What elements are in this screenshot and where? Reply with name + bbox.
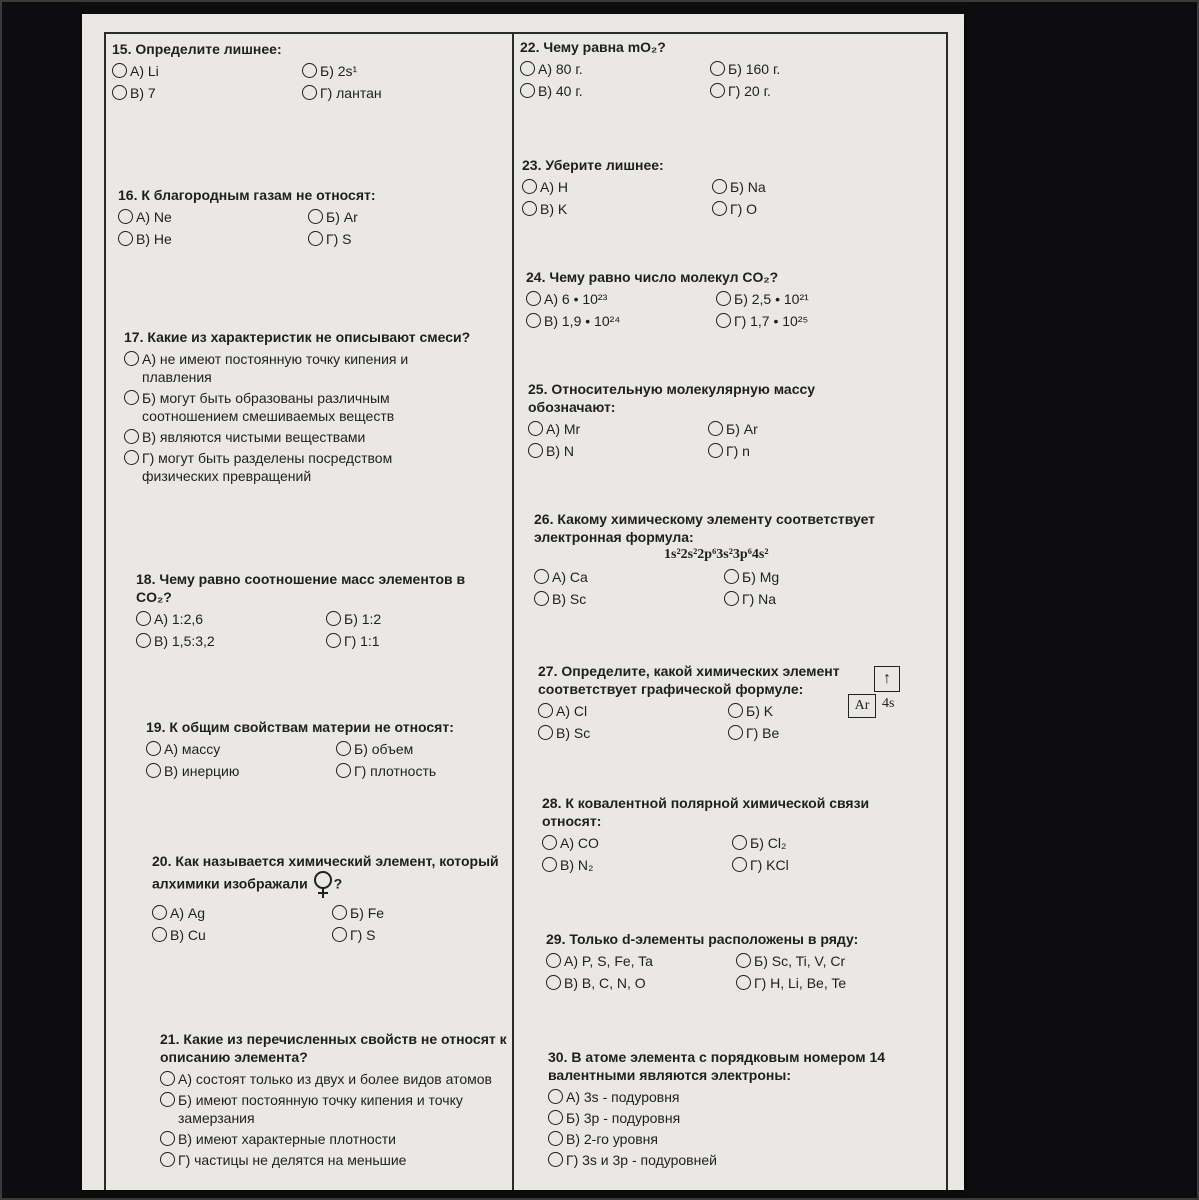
- question-26: [534, 510, 914, 608]
- option-v[interactable]: [538, 724, 728, 742]
- option-label: А) не имеют постоянную точку кипения и плавления: [142, 351, 409, 385]
- test-sheet: [82, 14, 964, 1190]
- option-label: Б) 160 г.: [728, 61, 781, 77]
- radio-circle[interactable]: [124, 429, 139, 444]
- question-number: 15.: [112, 41, 132, 57]
- option-label: А) Ag: [170, 905, 206, 921]
- option-v[interactable]: [136, 632, 326, 650]
- radio-circle[interactable]: [534, 591, 549, 606]
- option-a[interactable]: [526, 290, 716, 308]
- question-number: 26.: [534, 511, 554, 527]
- question-number: 19.: [146, 719, 166, 735]
- orbital-label: 4s: [882, 696, 895, 711]
- radio-circle[interactable]: [712, 201, 727, 216]
- radio-circle[interactable]: [124, 390, 139, 405]
- option-g[interactable]: [160, 1151, 516, 1169]
- radio-circle[interactable]: [332, 905, 347, 920]
- option-label: Г) S: [326, 231, 352, 247]
- option-g[interactable]: [548, 1151, 938, 1169]
- option-v[interactable]: [124, 428, 464, 446]
- option-label: А) состоят только из двух и более видов атомов: [178, 1071, 492, 1087]
- option-label: В) 2-го уровня: [566, 1131, 658, 1147]
- option-label: Г) могут быть разделены посредством физических превращений: [142, 450, 393, 484]
- option-b[interactable]: [710, 60, 890, 78]
- question-number: 21.: [160, 1031, 180, 1047]
- option-label: Г) KCl: [750, 857, 789, 873]
- question-text: Относительную молекулярную массу обозначают:: [528, 381, 816, 415]
- radio-circle[interactable]: [534, 569, 549, 584]
- question-text: В атоме элемента с порядковым номером 14 валентными являются электроны:: [548, 1049, 886, 1083]
- option-label: В) инерцию: [164, 763, 240, 779]
- question-19: [146, 718, 496, 780]
- option-b[interactable]: [548, 1109, 938, 1127]
- option-g[interactable]: [336, 762, 516, 780]
- option-label: В) Sc: [552, 591, 587, 607]
- option-label: Г) 20 г.: [728, 83, 771, 99]
- option-label: В) 1,5:3,2: [154, 633, 215, 649]
- option-label: А) массу: [164, 741, 221, 757]
- option-b[interactable]: [326, 610, 506, 628]
- radio-circle[interactable]: [538, 703, 553, 718]
- radio-circle[interactable]: [546, 953, 561, 968]
- option-label: Б) Mg: [742, 569, 780, 585]
- radio-circle[interactable]: [522, 201, 537, 216]
- venus-symbol-icon: [312, 870, 334, 900]
- question-text: Только d-элементы расположены в ряду:: [569, 931, 859, 947]
- option-label: В) He: [136, 231, 172, 247]
- option-label: Г) 3s и 3p - подуровней: [566, 1152, 717, 1168]
- option-v[interactable]: [118, 230, 308, 248]
- option-label: Б) Ar: [326, 209, 358, 225]
- radio-circle[interactable]: [332, 927, 347, 942]
- option-a[interactable]: [160, 1070, 516, 1088]
- electron-formula: 1s²2s²2p⁶3s²3p⁶4s²: [664, 547, 769, 562]
- radio-circle[interactable]: [124, 351, 139, 366]
- option-label: В) N₂: [560, 857, 594, 873]
- radio-circle[interactable]: [548, 1131, 563, 1146]
- question-number: 20.: [152, 853, 172, 869]
- radio-circle[interactable]: [538, 725, 553, 740]
- option-g[interactable]: [724, 590, 904, 608]
- question-29: [546, 930, 936, 992]
- option-label: А) CO: [560, 835, 599, 851]
- orbital-box: [874, 666, 900, 692]
- option-label: В) Sc: [556, 725, 591, 741]
- option-b[interactable]: [732, 834, 912, 852]
- question-17: [124, 328, 514, 485]
- option-a[interactable]: [520, 60, 710, 78]
- radio-circle[interactable]: [326, 611, 341, 626]
- option-label: Б) Na: [730, 179, 766, 195]
- option-v[interactable]: [548, 1130, 938, 1148]
- option-g[interactable]: [708, 442, 848, 460]
- option-g[interactable]: [732, 856, 912, 874]
- radio-circle[interactable]: [146, 763, 161, 778]
- question-number: 22.: [520, 39, 540, 55]
- radio-circle[interactable]: [302, 63, 317, 78]
- option-label: Б) имеют постоянную точку кипения и точку замерзания: [178, 1092, 463, 1126]
- radio-circle[interactable]: [728, 725, 743, 740]
- question-27: [538, 662, 850, 742]
- option-g[interactable]: [710, 82, 890, 100]
- option-b[interactable]: [308, 208, 488, 226]
- option-b[interactable]: [336, 740, 516, 758]
- option-g[interactable]: [124, 449, 464, 485]
- option-a[interactable]: [546, 952, 736, 970]
- option-label: А) Ne: [136, 209, 172, 225]
- question-24: [526, 268, 926, 330]
- option-label: А) 6 • 10²³: [544, 291, 608, 307]
- radio-circle[interactable]: [160, 1092, 175, 1107]
- radio-circle[interactable]: [736, 975, 751, 990]
- question-15: [112, 40, 502, 102]
- option-label: Г) плотность: [354, 763, 437, 779]
- option-label: А) Li: [130, 63, 159, 79]
- radio-circle[interactable]: [152, 905, 167, 920]
- radio-circle[interactable]: [118, 209, 133, 224]
- question-text: Чему равна mO₂?: [543, 39, 666, 55]
- option-label: Г) 1,7 • 10²⁵: [734, 313, 809, 329]
- question-text: Какому химическому элементу соответствует электронная формула:: [534, 511, 876, 545]
- option-b[interactable]: [708, 420, 848, 438]
- option-g[interactable]: [332, 926, 512, 944]
- option-v[interactable]: [546, 974, 736, 992]
- question-text: Уберите лишнее:: [545, 157, 664, 173]
- option-label: В) имеют характерные плотности: [178, 1131, 396, 1147]
- radio-circle[interactable]: [136, 633, 151, 648]
- radio-circle[interactable]: [526, 313, 541, 328]
- option-a[interactable]: [522, 178, 712, 196]
- radio-circle[interactable]: [302, 85, 317, 100]
- question-number: 30.: [548, 1049, 568, 1065]
- option-label: Б) могут быть образованы различным соотношением смешиваемых веществ: [142, 390, 395, 424]
- radio-circle[interactable]: [546, 975, 561, 990]
- option-label: Г) S: [350, 927, 376, 943]
- option-b[interactable]: [302, 62, 482, 80]
- option-label: Б) Sc, Ti, V, Cr: [754, 953, 846, 969]
- option-label: В) Cu: [170, 927, 206, 943]
- question-30: [548, 1048, 938, 1169]
- radio-circle[interactable]: [336, 741, 351, 756]
- radio-circle[interactable]: [160, 1152, 175, 1167]
- question-25: [528, 380, 848, 460]
- question-number: 29.: [546, 931, 566, 947]
- option-v[interactable]: [146, 762, 336, 780]
- question-text: Определите лишнее:: [135, 41, 282, 57]
- question-16: [118, 186, 498, 248]
- radio-circle[interactable]: [710, 83, 725, 98]
- radio-circle[interactable]: [732, 857, 747, 872]
- radio-circle[interactable]: [520, 61, 535, 76]
- option-v[interactable]: [112, 84, 302, 102]
- option-label: Г) лантан: [320, 85, 382, 101]
- option-a[interactable]: [534, 568, 724, 586]
- option-label: А) 1:2,6: [154, 611, 204, 627]
- option-label: Г) частицы не делятся на меньшие: [178, 1152, 407, 1168]
- option-g[interactable]: [712, 200, 892, 218]
- option-label: Г) O: [730, 201, 758, 217]
- option-label: Б) Ar: [726, 421, 758, 437]
- option-a[interactable]: [112, 62, 302, 80]
- option-g[interactable]: [736, 974, 916, 992]
- option-label: А) H: [540, 179, 568, 195]
- option-label: Б) 2,5 • 10²¹: [734, 291, 809, 307]
- option-a[interactable]: [528, 420, 708, 438]
- question-text: Как называется химический элемент, который алхимики изображали: [152, 853, 499, 892]
- question-text: К ковалентной полярной химической связи относят:: [542, 795, 870, 829]
- option-b[interactable]: [716, 290, 896, 308]
- question-text: Определите, какой химических элемент соответствует графической формуле:: [538, 663, 840, 697]
- up-arrow-icon: ↑: [883, 670, 891, 687]
- question-21: [160, 1030, 516, 1169]
- radio-circle[interactable]: [716, 291, 731, 306]
- option-v[interactable]: [542, 856, 732, 874]
- question-mark: ?: [333, 875, 343, 892]
- question-text: Какие из характеристик не описывают смеси?: [147, 329, 471, 345]
- radio-circle[interactable]: [160, 1131, 175, 1146]
- option-g[interactable]: [326, 632, 506, 650]
- question-23: [522, 156, 922, 218]
- radio-circle[interactable]: [724, 569, 739, 584]
- option-label: В) являются чистыми веществами: [142, 429, 366, 445]
- question-text: Чему равно число молекул CO₂?: [549, 269, 779, 285]
- radio-circle[interactable]: [152, 927, 167, 942]
- option-label: Г) 1:1: [344, 633, 380, 649]
- radio-circle[interactable]: [124, 450, 139, 465]
- option-label: Б) Cl₂: [750, 835, 787, 851]
- radio-circle[interactable]: [326, 633, 341, 648]
- option-label: В) B, C, N, O: [564, 975, 646, 991]
- option-label: Б) 2s¹: [320, 63, 358, 79]
- question-text: К общим свойствам материи не относят:: [169, 719, 454, 735]
- question-number: 27.: [538, 663, 558, 679]
- radio-circle[interactable]: [308, 231, 323, 246]
- option-a[interactable]: [548, 1088, 938, 1106]
- radio-circle[interactable]: [708, 421, 723, 436]
- option-label: А) 80 г.: [538, 61, 583, 77]
- radio-circle[interactable]: [548, 1110, 563, 1125]
- radio-circle[interactable]: [146, 741, 161, 756]
- option-label: В) K: [540, 201, 568, 217]
- radio-circle[interactable]: [732, 835, 747, 850]
- question-number: 18.: [136, 571, 156, 587]
- option-label: А) Mr: [546, 421, 581, 437]
- question-text: К благородным газам не относят:: [141, 187, 376, 203]
- question-number: 28.: [542, 795, 562, 811]
- question-number: 16.: [118, 187, 138, 203]
- question-20: [152, 852, 522, 944]
- core-label: Ar: [848, 694, 876, 718]
- orbital-diagram: [848, 666, 908, 722]
- option-label: В) 1,9 • 10²⁴: [544, 313, 621, 329]
- option-v[interactable]: [152, 926, 332, 944]
- option-label: В) 7: [130, 85, 156, 101]
- question-number: 24.: [526, 269, 546, 285]
- option-label: Б) Fe: [350, 905, 385, 921]
- option-v[interactable]: [160, 1130, 516, 1148]
- option-g[interactable]: [728, 724, 908, 742]
- radio-circle[interactable]: [136, 611, 151, 626]
- question-text: Какие из перечисленных свойств не относят к описанию элемента?: [160, 1031, 507, 1065]
- radio-circle[interactable]: [112, 63, 127, 78]
- option-b[interactable]: [724, 568, 904, 586]
- radio-circle[interactable]: [112, 85, 127, 100]
- option-a[interactable]: [124, 350, 464, 386]
- question-number: 23.: [522, 157, 542, 173]
- radio-circle[interactable]: [528, 421, 543, 436]
- radio-circle[interactable]: [724, 591, 739, 606]
- radio-circle[interactable]: [716, 313, 731, 328]
- option-b[interactable]: [332, 904, 512, 922]
- option-a[interactable]: [152, 904, 332, 922]
- option-v[interactable]: [526, 312, 716, 330]
- option-label: Б) 1:2: [344, 611, 382, 627]
- question-number: 17.: [124, 329, 144, 345]
- option-label: Г) Na: [742, 591, 777, 607]
- option-a[interactable]: [538, 702, 728, 720]
- question-22: [520, 38, 920, 100]
- question-28: [542, 794, 922, 874]
- radio-circle[interactable]: [160, 1071, 175, 1086]
- radio-circle[interactable]: [728, 703, 743, 718]
- option-g[interactable]: [716, 312, 896, 330]
- option-g[interactable]: [302, 84, 482, 102]
- option-label: Б) 3p - подуровня: [566, 1110, 681, 1126]
- option-label: Г) n: [726, 443, 750, 459]
- option-b[interactable]: [736, 952, 916, 970]
- option-label: А) Cl: [556, 703, 588, 719]
- question-18: [136, 570, 466, 650]
- radio-circle[interactable]: [520, 83, 535, 98]
- radio-circle[interactable]: [542, 857, 557, 872]
- option-a[interactable]: [118, 208, 308, 226]
- option-label: Б) K: [746, 703, 774, 719]
- option-v[interactable]: [528, 442, 708, 460]
- question-number: 25.: [528, 381, 548, 397]
- option-a[interactable]: [542, 834, 732, 852]
- radio-circle[interactable]: [118, 231, 133, 246]
- option-v[interactable]: [522, 200, 712, 218]
- option-label: Г) Be: [746, 725, 780, 741]
- radio-circle[interactable]: [548, 1152, 563, 1167]
- option-label: А) P, S, Fe, Ta: [564, 953, 653, 969]
- radio-circle[interactable]: [736, 953, 751, 968]
- option-g[interactable]: [308, 230, 488, 248]
- option-b[interactable]: [712, 178, 892, 196]
- option-a[interactable]: [146, 740, 336, 758]
- option-label: А) 3s - подуровня: [566, 1089, 680, 1105]
- radio-circle[interactable]: [710, 61, 725, 76]
- option-v[interactable]: [534, 590, 724, 608]
- radio-circle[interactable]: [308, 209, 323, 224]
- option-b[interactable]: [124, 389, 464, 425]
- radio-circle[interactable]: [528, 443, 543, 458]
- option-label: В) 40 г.: [538, 83, 583, 99]
- option-label: Б) объем: [354, 741, 414, 757]
- radio-circle[interactable]: [548, 1089, 563, 1104]
- radio-circle[interactable]: [336, 763, 351, 778]
- radio-circle[interactable]: [522, 179, 537, 194]
- option-b[interactable]: [160, 1091, 516, 1127]
- radio-circle[interactable]: [526, 291, 541, 306]
- option-v[interactable]: [520, 82, 710, 100]
- radio-circle[interactable]: [708, 443, 723, 458]
- question-text: Чему равно соотношение масс элементов в CO₂?: [136, 571, 466, 605]
- option-a[interactable]: [136, 610, 326, 628]
- radio-circle[interactable]: [542, 835, 557, 850]
- option-label: В) N: [546, 443, 574, 459]
- option-label: А) Ca: [552, 569, 588, 585]
- option-label: Г) H, Li, Be, Te: [754, 975, 847, 991]
- radio-circle[interactable]: [712, 179, 727, 194]
